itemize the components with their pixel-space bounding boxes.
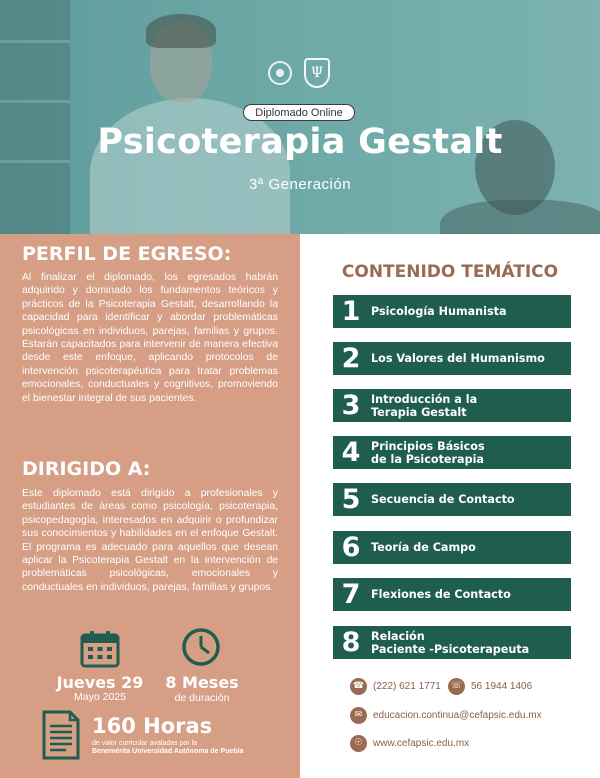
program-type-badge: Diplomado Online (243, 104, 355, 121)
contact-whatsapp[interactable] (448, 678, 532, 695)
topic-label: Principios Básicos de la Psicoterapia (371, 439, 485, 466)
start-month: Mayo 2025 (74, 691, 126, 703)
contact-web[interactable] (350, 735, 469, 752)
topic-label: Teoría de Campo (371, 541, 476, 554)
hours-total: 160 Horas (92, 714, 213, 738)
dirigido-title: DIRIGIDO A: (22, 458, 151, 480)
hero-banner (0, 0, 600, 234)
topic-number: 4 (341, 437, 361, 468)
contact-phone[interactable] (350, 678, 441, 695)
topic-label: Flexiones de Contacto (371, 588, 511, 601)
institute-shield-logo: Ψ (304, 58, 330, 88)
topic-item (333, 531, 571, 564)
topic-item (333, 342, 571, 375)
topic-item (333, 295, 571, 328)
perfil-title: PERFIL DE EGRESO: (22, 243, 232, 265)
calendar-icon (80, 630, 120, 668)
topic-number: 1 (341, 296, 361, 327)
duration: 8 Meses (165, 673, 239, 692)
hours-institution: Benemérita Universidad Autónoma de Puebla (92, 748, 244, 755)
topic-item (333, 483, 571, 516)
hours-note: de valor curricular avaladas por la (92, 740, 198, 747)
phone-icon: ☎ (350, 678, 367, 695)
topic-label: Los Valores del Humanismo (371, 352, 545, 365)
topic-number: 2 (341, 343, 361, 374)
whatsapp-number: 56 1944 1406 (471, 681, 533, 692)
clock-icon (181, 627, 221, 667)
topic-item (333, 626, 571, 659)
perfil-text: Al finalizar el diplomado, los egresados habrán adquirido y dominado los fundamentos teóricos y prácticos de la Psicoterapia Gestalt, desarrollando la capacidad para identificar y abordar problemáticas psicológicas en individuos, parejas, familias y grupos. Estarán capacitados para intervenir de manera efectiva desde este enfoque, aplicando protocolos de intervención psicoterapéutica para tratar problemas emocionales, conductuales y cognitivos, promoviendo el bienestar integral de sus pacientes. (22, 272, 278, 404)
whatsapp-icon: ☏ (448, 678, 465, 695)
topic-label: Secuencia de Contacto (371, 493, 515, 506)
page-subtitle: 3ª Generación (248, 176, 352, 193)
email-address: educacion.continua@cefapsic.edu.mx (373, 710, 542, 721)
globe-icon: ☉ (350, 735, 367, 752)
topic-item (333, 578, 571, 611)
dirigido-text: Este diplomado está dirigido a profesionales y estudiantes de áreas como psicología, psicoterapia, psicopedagogía, interesados en adquirir o profundizar sus conocimientos y habilidades en el enfoque Gestalt. El programa es adecuado para aquellos que desean aplicar la Psicoterapia Gestalt en la intervención de problemáticas psicológicas, emocionales y conductuales en individuos, parejas, familias y grupos. (22, 488, 278, 593)
duration-label: de duración (174, 692, 230, 704)
topic-item (333, 389, 571, 422)
topic-number: 5 (341, 484, 361, 515)
topic-item (333, 436, 571, 469)
phone-number: (222) 621 1771 (373, 681, 441, 692)
start-date: Jueves 29 (56, 673, 144, 692)
page-title: Psicoterapia Gestalt (97, 122, 503, 162)
topic-number: 8 (341, 627, 361, 658)
topic-number: 7 (341, 579, 361, 610)
university-seal-logo (268, 61, 292, 85)
topic-label: Relación Paciente -Psicoterapeuta (371, 629, 530, 656)
topic-number: 3 (341, 390, 361, 421)
topic-number: 6 (341, 532, 361, 563)
topic-label: Psicología Humanista (371, 305, 507, 318)
contenido-title: CONTENIDO TEMÁTICO (341, 262, 559, 282)
email-icon: ✉ (350, 707, 367, 724)
website-url: www.cefapsic.edu.mx (373, 738, 470, 749)
contact-email[interactable] (350, 707, 542, 724)
topic-label: Introducción a la Terapia Gestalt (371, 392, 478, 419)
document-icon (42, 710, 80, 760)
logos (268, 55, 338, 91)
